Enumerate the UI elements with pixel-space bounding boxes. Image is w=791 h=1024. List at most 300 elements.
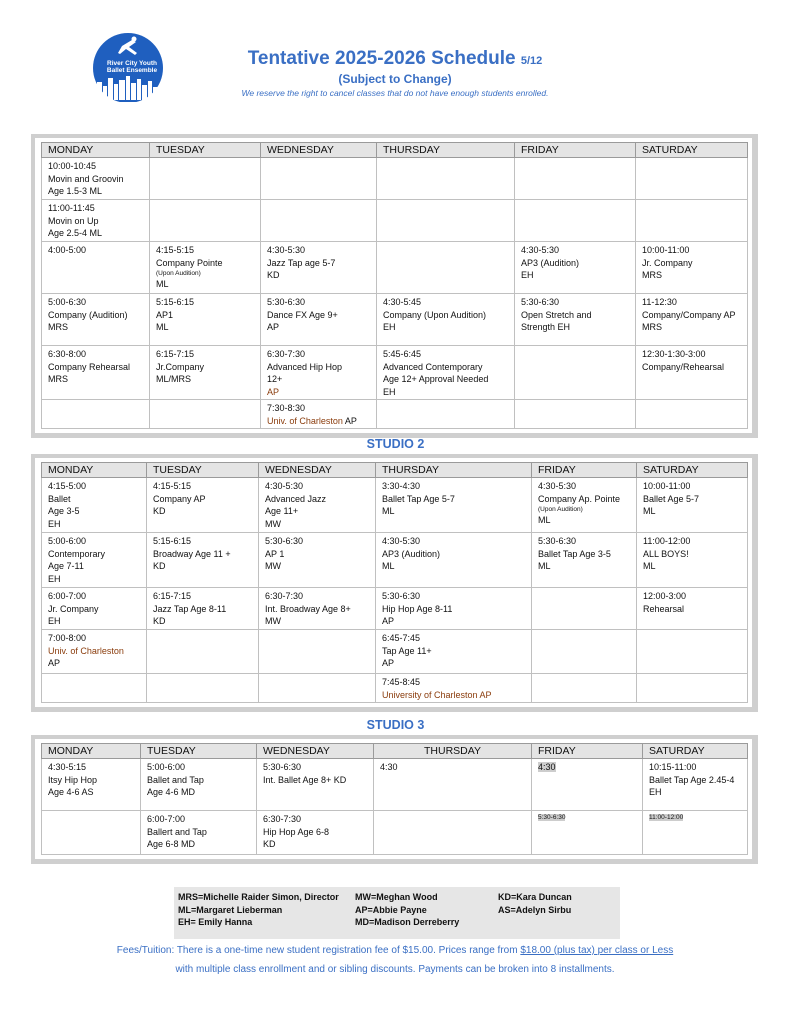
class-line bbox=[521, 269, 629, 282]
legend-item: ML=Margaret Lieberman bbox=[178, 904, 283, 915]
class-line bbox=[48, 173, 143, 186]
class-text: MRS bbox=[48, 374, 68, 384]
class-cell bbox=[636, 242, 748, 294]
class-cell bbox=[374, 811, 532, 855]
class-text: Company Pointe bbox=[156, 257, 223, 268]
class-text: 4:30-5:30 bbox=[538, 481, 577, 491]
class-text: 12:00-3:00 bbox=[643, 591, 687, 601]
class-line bbox=[643, 590, 741, 603]
class-cell bbox=[42, 478, 147, 533]
class-text: 5:30-6:30 bbox=[382, 591, 421, 601]
class-cell bbox=[147, 588, 259, 630]
class-cell bbox=[261, 158, 377, 200]
class-text: 4:00-5:00 bbox=[48, 245, 87, 255]
fees-line1 bbox=[60, 941, 730, 960]
class-line bbox=[649, 774, 741, 787]
day-header: SATURDAY bbox=[643, 744, 748, 759]
class-text: AP3 (Audition) bbox=[521, 257, 580, 268]
class-text: Advanced Hip Hop bbox=[267, 361, 343, 372]
schedule-row bbox=[42, 630, 748, 674]
class-line bbox=[153, 535, 252, 548]
class-text: Movin and Groovin bbox=[48, 173, 124, 184]
class-cell bbox=[42, 588, 147, 630]
class-cell bbox=[150, 346, 261, 400]
class-cell bbox=[150, 158, 261, 200]
class-cell bbox=[532, 630, 637, 674]
class-text: 4:30-5:30 bbox=[382, 536, 421, 546]
class-text: EH bbox=[383, 322, 396, 332]
class-text: AP bbox=[267, 322, 280, 332]
class-text: University of Charleston AP bbox=[382, 689, 492, 700]
class-line bbox=[383, 386, 508, 399]
class-line bbox=[383, 373, 508, 386]
class-line bbox=[382, 560, 525, 573]
class-text: 5:15-6:15 bbox=[153, 536, 192, 546]
class-cell bbox=[374, 759, 532, 811]
class-text: 6:30-8:00 bbox=[48, 349, 87, 359]
class-line bbox=[156, 278, 254, 291]
class-line bbox=[48, 535, 140, 548]
class-text: Advanced Contemporary bbox=[383, 361, 483, 372]
class-text: Company Ap. Pointe bbox=[538, 493, 621, 504]
class-cell bbox=[150, 200, 261, 242]
class-line bbox=[267, 296, 370, 309]
class-text: 6:30-7:30 bbox=[267, 349, 306, 359]
class-cell bbox=[141, 759, 257, 811]
class-line bbox=[48, 348, 143, 361]
class-line bbox=[521, 257, 629, 270]
class-line bbox=[643, 603, 741, 616]
class-line bbox=[538, 480, 630, 493]
class-line bbox=[642, 321, 741, 334]
day-header: THURSDAY bbox=[377, 143, 515, 158]
class-text: 4:30-5:45 bbox=[383, 297, 422, 307]
class-text: 5:30-6:30 bbox=[538, 536, 577, 546]
schedule-row bbox=[42, 242, 748, 294]
schedule-row bbox=[42, 811, 748, 855]
class-line bbox=[156, 269, 254, 278]
class-cell bbox=[147, 478, 259, 533]
class-text: Strength EH bbox=[521, 322, 571, 332]
class-cell bbox=[42, 294, 150, 346]
class-text: Jazz Tap age 5-7 bbox=[267, 257, 336, 268]
class-line bbox=[153, 493, 252, 506]
class-line bbox=[48, 185, 143, 198]
class-line bbox=[267, 348, 370, 361]
class-text: Company/Rehearsal bbox=[642, 361, 725, 372]
studio1-table bbox=[41, 142, 748, 429]
class-text: (Upon Audition) bbox=[156, 270, 201, 277]
studio3-title: STUDIO 3 bbox=[366, 718, 425, 732]
class-cell bbox=[532, 478, 637, 533]
class-text: AP 1 bbox=[265, 548, 285, 559]
class-line bbox=[48, 645, 140, 658]
class-text: ML bbox=[382, 506, 395, 516]
class-line bbox=[643, 505, 741, 518]
class-text: Age 2.5-4 ML bbox=[48, 228, 103, 238]
class-line bbox=[147, 813, 250, 826]
class-line bbox=[642, 309, 741, 322]
legend-item: MW=Meghan Wood bbox=[355, 892, 438, 902]
class-text: AP1 bbox=[156, 309, 174, 320]
day-header-row bbox=[42, 143, 748, 158]
class-line bbox=[263, 838, 367, 851]
class-cell bbox=[637, 674, 748, 703]
class-text: 3:30-4:30 bbox=[382, 481, 421, 491]
class-cell bbox=[532, 533, 637, 588]
class-line bbox=[147, 786, 250, 799]
class-text: EH bbox=[48, 518, 61, 529]
class-text: MRS bbox=[48, 322, 68, 332]
class-line bbox=[521, 296, 629, 309]
class-text: Jr.Company bbox=[156, 361, 205, 372]
day-header-row bbox=[42, 463, 748, 478]
class-line bbox=[265, 548, 369, 561]
class-line bbox=[267, 321, 370, 334]
class-line bbox=[48, 160, 143, 173]
class-text: ML bbox=[382, 561, 395, 571]
class-line bbox=[643, 548, 741, 561]
class-text: 5:30-6:30 bbox=[263, 762, 302, 772]
class-text: AP3 (Audition) bbox=[382, 548, 441, 559]
class-line bbox=[643, 535, 741, 548]
day-header: MONDAY bbox=[42, 744, 141, 759]
class-line bbox=[48, 373, 143, 386]
class-line bbox=[153, 560, 252, 573]
class-text: Univ. of Charleston bbox=[267, 415, 343, 426]
class-text: 5:00-6:00 bbox=[147, 762, 186, 772]
class-line bbox=[521, 321, 629, 334]
class-cell bbox=[377, 346, 515, 400]
class-cell bbox=[636, 200, 748, 242]
logo-line2: Ballet Ensemble bbox=[106, 67, 158, 74]
legend-item: MD=Madison Derreberry bbox=[355, 917, 460, 927]
class-line bbox=[48, 548, 140, 561]
schedule-row bbox=[42, 533, 748, 588]
class-cell bbox=[515, 158, 636, 200]
class-text: Age 3-5 bbox=[48, 506, 80, 516]
class-instructor: AP bbox=[342, 415, 357, 426]
class-line bbox=[265, 493, 369, 506]
class-text: 5:30-6:30 bbox=[521, 297, 560, 307]
class-line bbox=[48, 321, 143, 334]
class-cell bbox=[42, 811, 141, 855]
class-text: 4:15-5:15 bbox=[153, 481, 192, 491]
class-line bbox=[156, 257, 254, 270]
class-line bbox=[48, 227, 143, 240]
class-line bbox=[383, 361, 508, 374]
class-text: KD bbox=[267, 270, 280, 280]
page-title bbox=[195, 48, 595, 70]
class-line bbox=[383, 309, 508, 322]
class-text: ML bbox=[156, 322, 169, 332]
day-header: TUESDAY bbox=[141, 744, 257, 759]
class-line bbox=[48, 361, 143, 374]
class-line bbox=[48, 632, 140, 645]
class-line bbox=[147, 761, 250, 774]
class-line bbox=[48, 309, 143, 322]
class-text: Hip Hop Age 8-11 bbox=[382, 603, 453, 614]
schedule-row bbox=[42, 200, 748, 242]
class-line bbox=[147, 826, 250, 839]
class-text: Jr. Company bbox=[642, 257, 693, 268]
class-text: Dance FX Age 9+ bbox=[267, 309, 338, 320]
class-text: Age 12+ Approval Needed bbox=[383, 374, 489, 384]
class-cell bbox=[637, 533, 748, 588]
class-text: 5:30-6:30 bbox=[538, 814, 566, 821]
studio3-table bbox=[41, 743, 748, 855]
class-text: 7:00-8:00 bbox=[48, 633, 87, 643]
class-cell bbox=[147, 630, 259, 674]
legend-item: AS=Adelyn Sirbu bbox=[498, 904, 572, 915]
class-text: 6:15-7:15 bbox=[156, 349, 195, 359]
legend-item: EH= Emily Hanna bbox=[178, 917, 253, 927]
class-cell bbox=[515, 242, 636, 294]
class-line bbox=[538, 505, 630, 514]
class-text: 5:30-6:30 bbox=[265, 536, 304, 546]
class-line bbox=[382, 505, 525, 518]
class-line bbox=[382, 480, 525, 493]
class-cell bbox=[376, 630, 532, 674]
title-text: Tentative 2025-2026 Schedule bbox=[247, 48, 516, 69]
class-line bbox=[267, 361, 370, 374]
schedule-row bbox=[42, 588, 748, 630]
class-cell bbox=[515, 200, 636, 242]
class-cell bbox=[257, 811, 374, 855]
class-cell bbox=[532, 759, 643, 811]
fees-line2: with multiple class enrollment and or sibling discounts. Payments can be broken into 8 installments. bbox=[175, 964, 615, 975]
class-text: Age 6-8 MD bbox=[147, 839, 196, 849]
day-header: THURSDAY bbox=[376, 463, 532, 478]
class-text: 10:00-11:00 bbox=[643, 481, 691, 491]
class-text: MRS bbox=[642, 322, 662, 332]
class-text: MRS bbox=[642, 270, 662, 280]
class-line bbox=[382, 689, 525, 702]
class-text: 5:00-6:00 bbox=[48, 536, 87, 546]
class-cell bbox=[141, 811, 257, 855]
class-line bbox=[521, 244, 629, 257]
class-line bbox=[642, 296, 741, 309]
schedule-row bbox=[42, 759, 748, 811]
class-text: Company (Upon Audition) bbox=[383, 309, 487, 320]
class-text: Company/Company AP bbox=[642, 309, 736, 320]
class-line bbox=[382, 603, 525, 616]
class-text: 11-12:30 bbox=[642, 297, 677, 307]
studio3-frame bbox=[31, 735, 758, 864]
class-line bbox=[263, 826, 367, 839]
class-text: Ballet Tap Age 3-5 bbox=[538, 548, 611, 559]
class-text: Contemporary bbox=[48, 548, 106, 559]
class-line bbox=[382, 493, 525, 506]
class-text: 7:45-8:45 bbox=[382, 677, 421, 687]
class-line bbox=[48, 202, 143, 215]
class-text: 5:45-6:45 bbox=[383, 349, 422, 359]
class-cell bbox=[637, 478, 748, 533]
class-line bbox=[48, 786, 134, 799]
class-line bbox=[383, 321, 508, 334]
class-line bbox=[380, 761, 525, 774]
class-text: Jr. Company bbox=[48, 603, 99, 614]
class-line bbox=[538, 535, 630, 548]
class-text: MW bbox=[265, 616, 281, 626]
class-text: ML bbox=[643, 506, 656, 516]
class-line bbox=[649, 786, 741, 799]
class-text: Univ. of Charleston bbox=[48, 645, 124, 656]
class-line bbox=[263, 761, 367, 774]
class-line bbox=[649, 813, 741, 822]
class-cell bbox=[515, 346, 636, 400]
day-header: FRIDAY bbox=[515, 143, 636, 158]
class-line bbox=[267, 373, 370, 386]
class-cell bbox=[376, 533, 532, 588]
class-text: 6:30-7:30 bbox=[263, 814, 302, 824]
class-text: 10:00-11:00 bbox=[642, 245, 690, 255]
class-line bbox=[265, 603, 369, 616]
class-cell bbox=[42, 533, 147, 588]
class-line bbox=[153, 590, 252, 603]
class-line bbox=[265, 560, 369, 573]
class-text: Ballet bbox=[48, 493, 71, 504]
schedule-row bbox=[42, 158, 748, 200]
class-line bbox=[48, 505, 140, 518]
schedule-row bbox=[42, 294, 748, 346]
class-text: Hip Hop Age 6-8 bbox=[263, 826, 330, 837]
class-text: 6:00-7:00 bbox=[48, 591, 87, 601]
class-cell bbox=[261, 400, 377, 429]
class-text: EH bbox=[649, 787, 662, 797]
class-line bbox=[382, 632, 525, 645]
class-cell bbox=[259, 588, 376, 630]
class-line bbox=[538, 560, 630, 573]
class-line bbox=[265, 615, 369, 628]
class-line bbox=[643, 480, 741, 493]
class-cell bbox=[532, 811, 643, 855]
class-text: Age 11+ bbox=[265, 506, 299, 516]
class-text: Ballet Tap Age 2.45-4 bbox=[649, 774, 735, 785]
class-cell bbox=[637, 630, 748, 674]
fees-note bbox=[60, 941, 730, 979]
day-header: FRIDAY bbox=[532, 463, 637, 478]
class-cell bbox=[147, 533, 259, 588]
class-line bbox=[383, 296, 508, 309]
class-cell bbox=[377, 294, 515, 346]
logo-line1: River City Youth bbox=[107, 60, 157, 67]
class-text: KD bbox=[153, 561, 166, 571]
logo bbox=[86, 30, 170, 102]
class-text: ALL BOYS! bbox=[643, 548, 689, 559]
class-line bbox=[48, 590, 140, 603]
class-cell bbox=[42, 200, 150, 242]
class-text: Rehearsal bbox=[643, 603, 685, 614]
class-text: 12+ bbox=[267, 374, 283, 384]
class-line bbox=[383, 348, 508, 361]
class-text: Movin on Up bbox=[48, 215, 99, 226]
class-line bbox=[147, 838, 250, 851]
class-text: Age 4-6 AS bbox=[48, 787, 94, 797]
class-cell bbox=[636, 294, 748, 346]
class-text: KD bbox=[263, 839, 276, 849]
class-line bbox=[156, 244, 254, 257]
class-cell bbox=[377, 242, 515, 294]
class-line bbox=[156, 348, 254, 361]
class-text: 4:30 bbox=[538, 762, 556, 772]
class-text: 11:00-12:00 bbox=[649, 814, 684, 821]
studio2-table bbox=[41, 462, 748, 703]
class-line bbox=[267, 415, 370, 428]
subtitle: (Subject to Change) bbox=[338, 72, 452, 86]
class-line bbox=[267, 257, 370, 270]
class-line bbox=[48, 603, 140, 616]
class-text: ML bbox=[538, 561, 551, 571]
day-header: WEDNESDAY bbox=[257, 744, 374, 759]
class-text: AP bbox=[382, 616, 395, 626]
class-text: 11:00-11:45 bbox=[48, 203, 95, 213]
class-line bbox=[153, 505, 252, 518]
class-cell bbox=[376, 674, 532, 703]
class-line bbox=[538, 548, 630, 561]
legend-item: KD=Kara Duncan bbox=[498, 892, 572, 902]
class-cell bbox=[376, 588, 532, 630]
class-line bbox=[48, 244, 143, 257]
class-cell bbox=[636, 346, 748, 400]
class-text: 5:30-6:30 bbox=[267, 297, 306, 307]
day-header: SATURDAY bbox=[636, 143, 748, 158]
class-line bbox=[538, 813, 636, 822]
class-text: Open Stretch and bbox=[521, 309, 592, 320]
day-header-row bbox=[42, 744, 748, 759]
studio1-frame bbox=[31, 134, 758, 438]
class-cell bbox=[377, 200, 515, 242]
class-text: Company AP bbox=[153, 493, 206, 504]
class-text: EH bbox=[48, 573, 61, 584]
class-text: 4:30-5:30 bbox=[267, 245, 306, 255]
day-header: FRIDAY bbox=[532, 744, 643, 759]
class-cell bbox=[42, 346, 150, 400]
class-text: Tap Age 11+ bbox=[382, 645, 432, 656]
class-line bbox=[48, 774, 134, 787]
class-text: Broadway Age 11 + bbox=[153, 548, 231, 559]
day-header: THURSDAY bbox=[374, 744, 532, 759]
class-line bbox=[538, 514, 630, 527]
class-line bbox=[48, 215, 143, 228]
class-line bbox=[267, 269, 370, 282]
class-line bbox=[265, 535, 369, 548]
class-cell bbox=[515, 400, 636, 429]
class-cell bbox=[42, 674, 147, 703]
instructor-legend bbox=[174, 887, 620, 939]
studio2-frame bbox=[31, 454, 758, 712]
class-text: Company (Audition) bbox=[48, 309, 128, 320]
class-line bbox=[153, 548, 252, 561]
class-text: 10:00-10:45 bbox=[48, 161, 97, 171]
class-cell bbox=[636, 400, 748, 429]
class-text: 4:30-5:15 bbox=[48, 762, 87, 772]
class-text: 4:15-5:15 bbox=[156, 245, 195, 255]
day-header: TUESDAY bbox=[150, 143, 261, 158]
class-cell bbox=[636, 158, 748, 200]
class-text: KD bbox=[153, 506, 166, 516]
class-line bbox=[263, 813, 367, 826]
fees-text: Fees/Tuition: There is a one-time new student registration fee of $15.00. Prices range from bbox=[116, 945, 521, 956]
class-line bbox=[642, 257, 741, 270]
class-line bbox=[382, 535, 525, 548]
class-line bbox=[265, 590, 369, 603]
class-text: MW bbox=[265, 561, 281, 571]
class-cell bbox=[259, 674, 376, 703]
class-line bbox=[642, 269, 741, 282]
class-cell bbox=[42, 630, 147, 674]
cancel-note: We reserve the right to cancel classes that do not have enough students enrolled. bbox=[241, 88, 549, 98]
